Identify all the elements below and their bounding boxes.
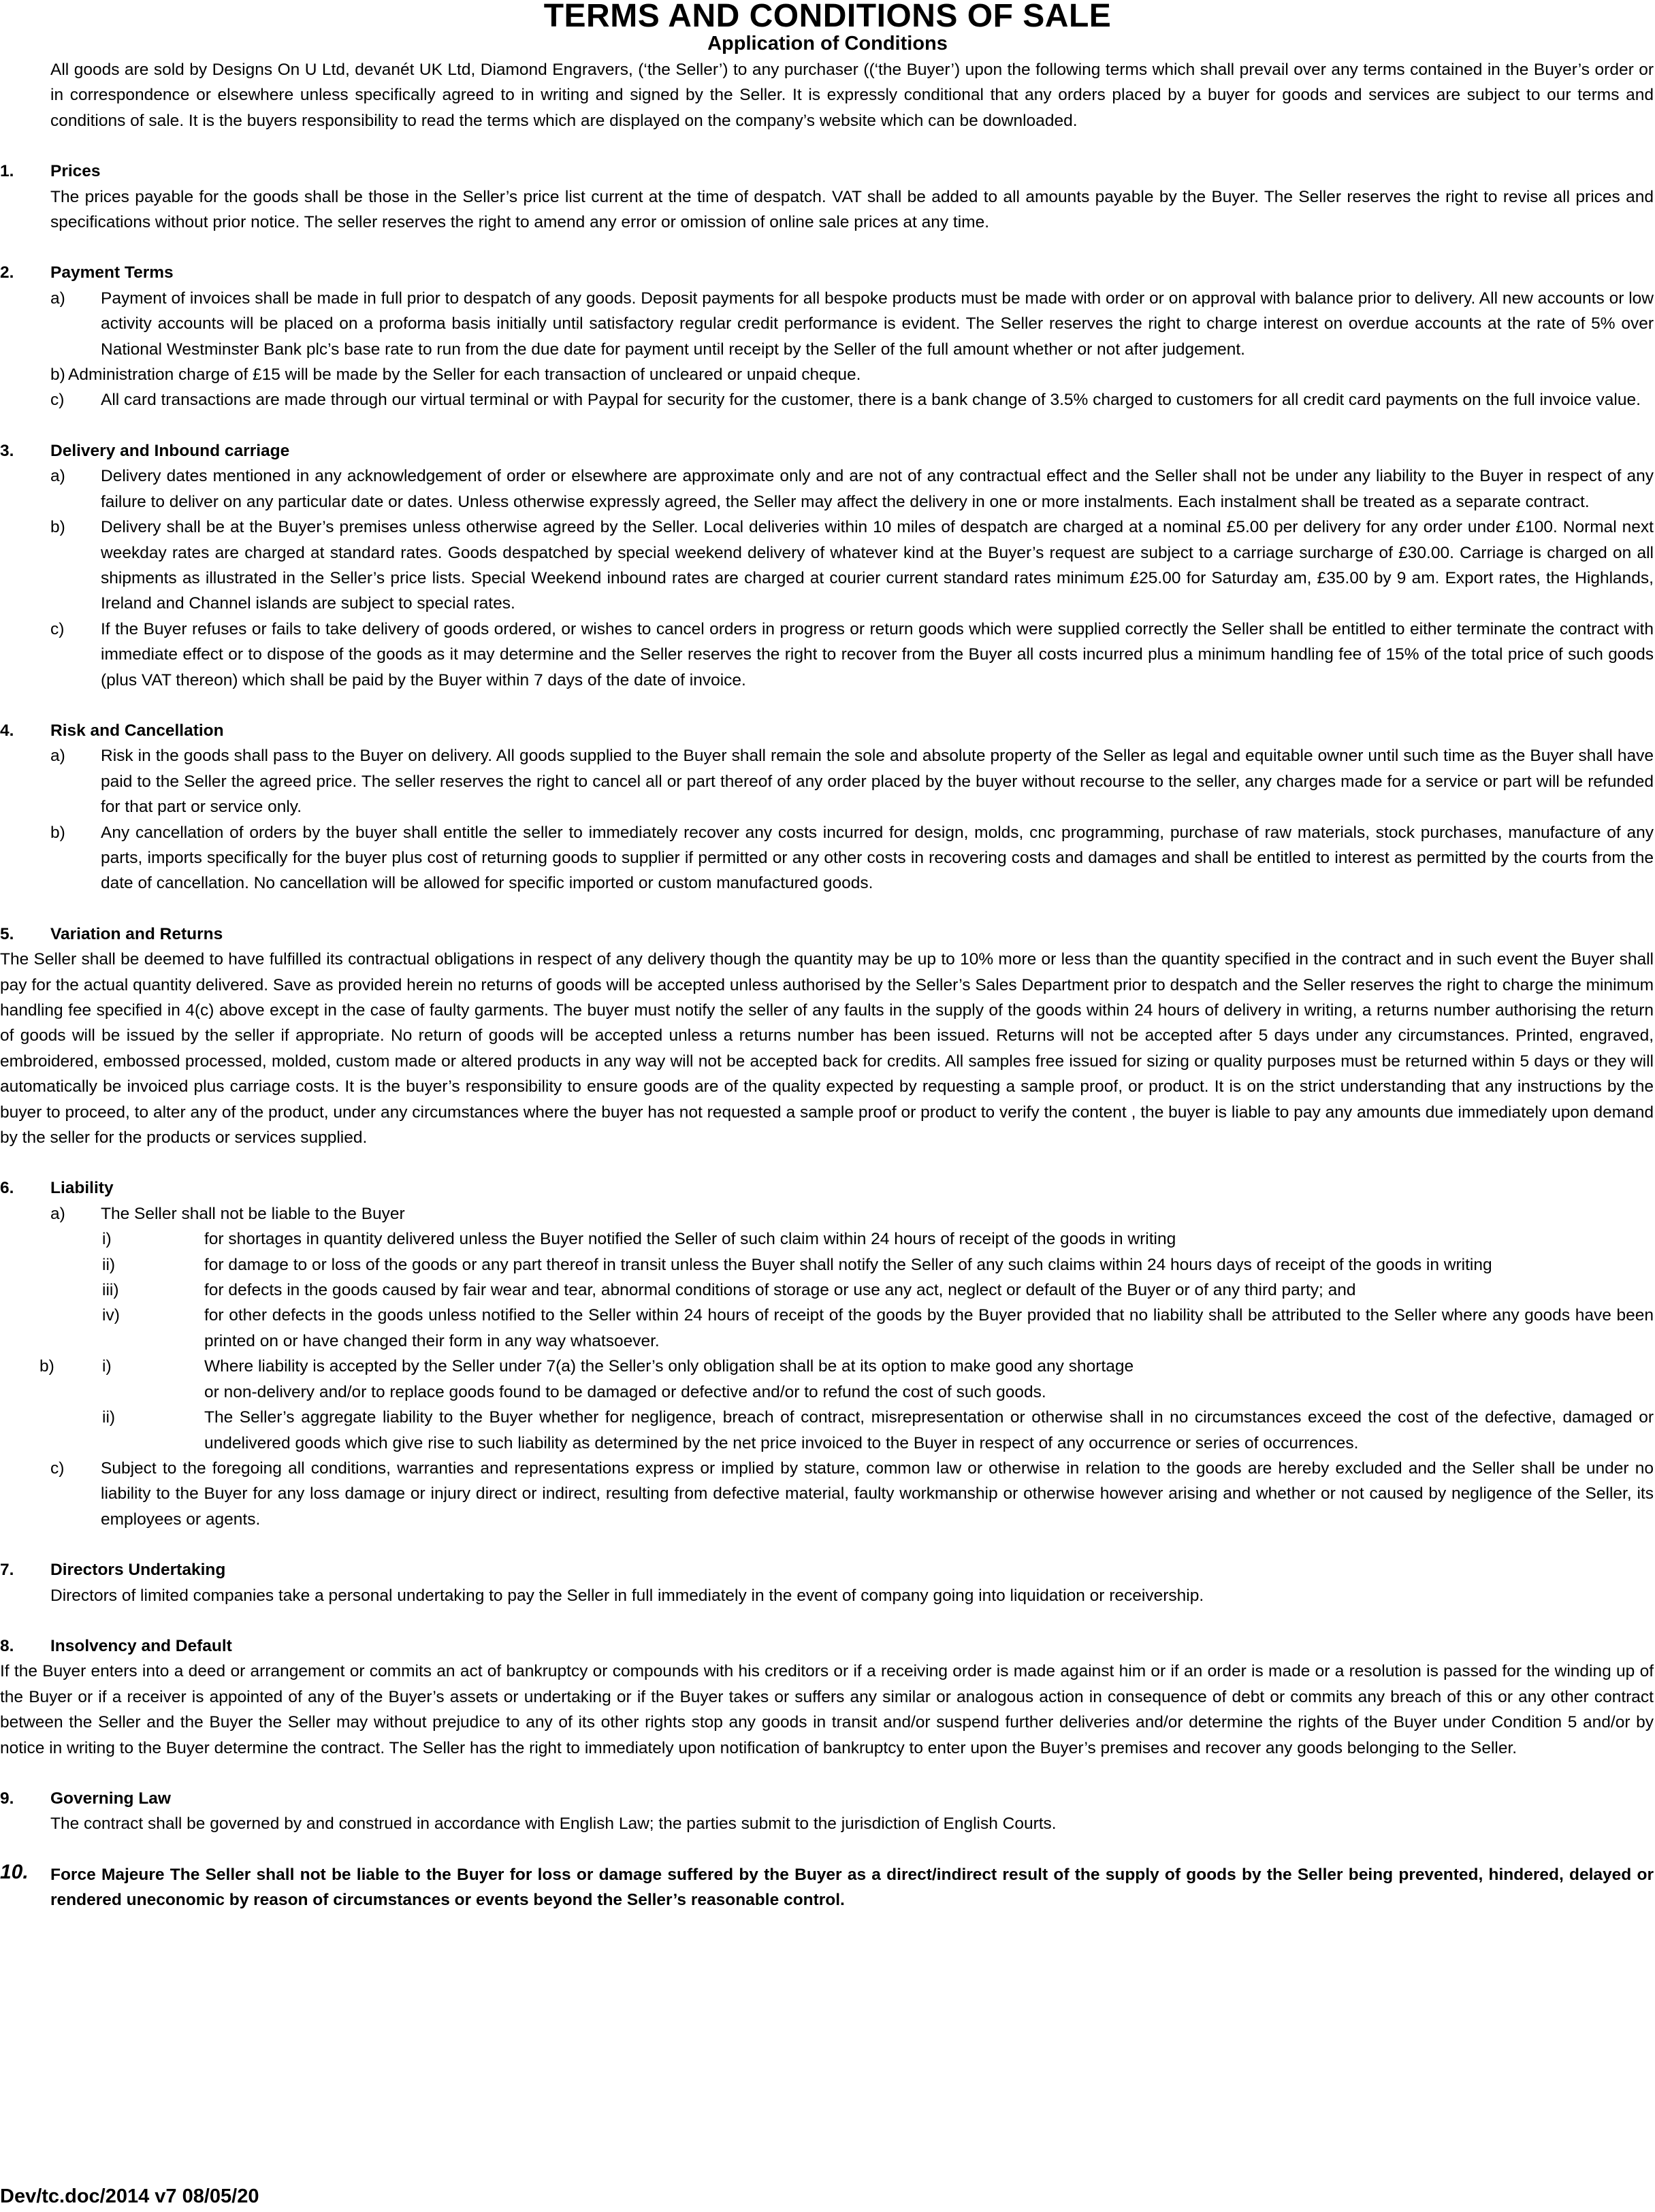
subclause-text: The Seller’s aggregate liability to the Buyer whether for negligence, breach of contract, misrepresentation or otherwise shall in no circumstances exceed the cost of the defective, damaged or undelivered goods which give rise to such liability as determined by the net price invoiced to the Buyer in respect of any occurrence or series of occurrences. bbox=[204, 1408, 1654, 1452]
section-4-clause-b bbox=[50, 820, 1654, 896]
section-9-heading bbox=[0, 1786, 1655, 1811]
section-6-clause-a bbox=[50, 1201, 1654, 1226]
section-2-clause-a bbox=[50, 286, 1654, 362]
terms-body bbox=[0, 57, 1655, 1913]
section-7-heading bbox=[0, 1557, 1655, 1582]
clause-text: Administration charge of £15 will be made by the Seller for each transaction of uncleared or unpaid cheque. bbox=[68, 365, 861, 385]
subclause-text: for shortages in quantity delivered unless the Buyer notified the Seller of such claim within 24 hours of receipt of the goods in writing bbox=[204, 1230, 1176, 1249]
section-8-text: If the Buyer enters into a deed or arrangement or commits an act of bankruptcy or compounds with his creditors or if a receiving order is made against him or if an order is made or a resolution is passed for the winding up of the Buyer or if a receiver is appointed of any of the Buyer’s assets or undertaking or if the Buyer takes or suffers any similar or analogous action in consequence of debt or commits any breach of this or any other contract between the Seller and the Buyer the Seller may without prejudice to any of its other rights stop any goods in transit and/or suspend further deliveries and/or determine the rights of the Buyer under Condition 5 and/or by notice in writing to the Buyer determine the contract. The Seller has the right to immediately upon notification of bankruptcy to enter upon the Buyer’s premises and recover any goods belonging to the Seller. bbox=[0, 1662, 1654, 1757]
clause-label: b) bbox=[50, 823, 65, 842]
clause-text: Risk in the goods shall pass to the Buyer on delivery. All goods supplied to the Buyer shall remain the sole and absolute property of the Seller as legal and equitable owner until such time as the Buyer shall have paid to the Seller the agreed price. The seller reserves the right to cancel all or part thereof of any order placed by the buyer without recourse to the seller, any charges made for a service or part will be refunded for that part or service only. bbox=[101, 747, 1654, 817]
section-number: 9. bbox=[0, 1789, 14, 1808]
subclause-label: ii) bbox=[102, 1408, 116, 1427]
page-title: TERMS AND CONDITIONS OF SALE bbox=[543, 0, 1112, 34]
intro-paragraph: All goods are sold by Designs On U Ltd, devanét UK Ltd, Diamond Engravers, (‘the Seller’) to any purchaser ((‘the Buyer’) upon the following terms which shall prevail over any terms contained in the Buyer’s order or in correspondence or elsewhere unless specifically agreed to in writing and signed by the Seller. It is expressly conditional that any orders placed by a buyer for goods and services are subject to our terms and conditions of sale. It is the buyers responsibility to read the terms which are displayed on the company’s website which can be downloaded. bbox=[50, 61, 1654, 130]
section-6-clause-c bbox=[50, 1456, 1654, 1532]
section-9-text: The contract shall be governed by and construed in accordance with English Law; the parties submit to the jurisdiction of English Courts. bbox=[50, 1815, 1057, 1834]
subclause-label: i) bbox=[102, 1357, 112, 1376]
subclause-label: iii) bbox=[102, 1281, 119, 1300]
clause-text: All card transactions are made through our virtual terminal or with Paypal for security for the customer, there is a bank change of 3.5% charged to customers for all credit card payments on the full invoice value. bbox=[101, 391, 1641, 410]
clause-text: Any cancellation of orders by the buyer shall entitle the seller to immediately recover any costs incurred for design, molds, cnc programming, purchase of raw materials, stock purchases, manufacture of any parts, imports specifically for the buyer plus cost of returning goods to supplier if permitted or any other costs in recovering costs and damages and shall be entitled to interest as permitted by the courts from the date of cancellation. No cancellation will be allowed for specific imported or custom manufactured goods. bbox=[101, 823, 1654, 893]
section-2-clause-b bbox=[50, 362, 1654, 387]
section-6-a-iii bbox=[102, 1278, 1654, 1303]
section-2-clause-c bbox=[50, 387, 1654, 412]
clause-label: a) bbox=[50, 1204, 65, 1223]
section-title: Variation and Returns bbox=[50, 924, 223, 943]
section-3-clause-c bbox=[50, 617, 1654, 693]
section-6-heading bbox=[0, 1175, 1655, 1201]
section-5-heading bbox=[0, 922, 1655, 947]
clause-label: a) bbox=[50, 747, 65, 766]
section-number: 4. bbox=[0, 721, 14, 740]
clause-label: b) bbox=[50, 518, 65, 537]
clause-text: Delivery dates mentioned in any acknowledgement of order or elsewhere are approximate only and are not of any contractual effect and the Seller shall not be under any liability to the Buyer in respect of any failure to deliver on any particular date or dates. Unless otherwise expressly agreed, the Seller may affect the delivery in one or more instalments. Each instalment shall be treated as a separate contract. bbox=[101, 467, 1654, 511]
clause-label: c) bbox=[50, 619, 65, 638]
section-7-text: Directors of limited companies take a personal undertaking to pay the Seller in full immediately in the event of company going into liquidation or receivership. bbox=[50, 1586, 1204, 1605]
section-1-text: The prices payable for the goods shall be those in the Seller’s price list current at the time of despatch. VAT shall be added to all amounts payable by the Buyer. The Seller reserves the right to revise all prices and specifications without prior notice. The seller reserves the right to amend any error or omission of online sale prices at any time. bbox=[50, 187, 1654, 232]
section-title: Delivery and Inbound carriage bbox=[50, 441, 290, 460]
section-number: 7. bbox=[0, 1561, 14, 1580]
section-3-clause-b bbox=[50, 515, 1654, 617]
section-3-heading bbox=[0, 438, 1655, 463]
clause-text: The Seller shall not be liable to the Buyer bbox=[101, 1204, 405, 1223]
page-subtitle: Application of Conditions bbox=[707, 33, 948, 54]
section-number: 5. bbox=[0, 924, 14, 943]
section-title: Insolvency and Default bbox=[50, 1636, 232, 1655]
clause-label: c) bbox=[50, 1459, 65, 1478]
section-6-b-ii bbox=[102, 1405, 1654, 1456]
section-8-heading bbox=[0, 1633, 1655, 1659]
clause-label: b) bbox=[50, 365, 65, 385]
section-5-text: The Seller shall be deemed to have fulfilled its contractual obligations in respect of any delivery though the quantity may be up to 10% more or less than the quantity specified in the contract and in such event the Buyer shall pay for the actual quantity delivered. Save as provided herein no returns of goods will be accepted unless authorised by the Seller’s Sales Department prior to despatch and the Seller reserves the right to charge the minimum handling fee specified in 4(c) above except in the case of faulty garments. The buyer must notify the seller of any faults in the supply of the goods within 24 hours of delivery in writing, a returns number authorising the return of goods will be issued by the seller if appropriate. No return of goods will be accepted unless a returns number has been issued. Returns will not be accepted after 5 days under any circumstances. Printed, engraved, embroidered, embossed processed, molded, custom made or altered products in any way will not be accepted back for credits. All samples free issued for sizing or quality purposes must be returned within 5 days or they will automatically be invoiced plus carriage costs. It is the buyer’s responsibility to ensure goods are of the quality expected by requesting a sample proof, or product. It is on the strict understanding that any instructions by the buyer to proceed, to alter any of the product, under any circumstances where the buyer has not requested a sample proof or product to verify the content , the buyer is liable to pay any amounts due immediately upon demand by the seller for the products or services supplied. bbox=[0, 950, 1654, 1148]
section-title: Payment Terms bbox=[50, 263, 174, 282]
section-title: Liability bbox=[50, 1179, 114, 1198]
section-title: Directors Undertaking bbox=[50, 1561, 226, 1580]
section-6-a-ii bbox=[102, 1252, 1654, 1278]
section-title: Risk and Cancellation bbox=[50, 721, 224, 740]
clause-label: c) bbox=[50, 391, 65, 410]
document-reference: Dev/tc.doc/2014 v7 08/05/20 bbox=[0, 2185, 259, 2207]
section-10-text: Force Majeure The Seller shall not be liable to the Buyer for loss or damage suffered by the Buyer as a direct/indirect result of the supply of goods by the Seller being prevented, hindered, delayed or rendered uneconomic by reason of circumstances or events beyond the Seller’s reasonable control. bbox=[50, 1865, 1654, 1910]
section-title: Prices bbox=[50, 162, 101, 181]
section-number: 8. bbox=[0, 1636, 14, 1655]
section-4-heading bbox=[0, 718, 1655, 743]
clause-text: Delivery shall be at the Buyer’s premises unless otherwise agreed by the Seller. Local deliveries within 10 miles of despatch are charged at a nominal £5.00 per delivery for any order under £100. Normal next weekday rates are charged at standard rates. Goods despatched by special weekend delivery of whatever kind at the Buyer’s request are subject to a carriage surcharge of £30.00. Carriage is charged on all shipments as illustrated in the Seller’s price lists. Special Weekend inbound rates are charged at courier current standard rates minimum £25.00 for Saturday am, £35.00 by 9 am. Export rates, the Highlands, Ireland and Channel islands are subject to special rates. bbox=[101, 518, 1654, 613]
section-6-b-i bbox=[39, 1354, 1654, 1405]
section-number: 2. bbox=[0, 263, 14, 282]
subclause-line: Where liability is accepted by the Seller under 7(a) the Seller’s only obligation shall be at its option to make good any shortage bbox=[204, 1357, 1134, 1376]
section-4-clause-a bbox=[50, 743, 1654, 819]
section-6-a-i bbox=[102, 1226, 1654, 1252]
subclause-label: iv) bbox=[102, 1306, 120, 1325]
subclause-text: for other defects in the goods unless notified to the Seller within 24 hours of receipt of the goods by the Buyer provided that no liability shall be attributed to the Seller where any goods have been printed on or have changed their form in any way whatsoever. bbox=[204, 1306, 1654, 1350]
section-number: 10. bbox=[0, 1860, 29, 1883]
subclause-label: ii) bbox=[102, 1255, 116, 1274]
section-10 bbox=[0, 1860, 1654, 1913]
clause-text: Payment of invoices shall be made in full prior to despatch of any goods. Deposit payments for all bespoke products must be made with order or on approval with balance prior to delivery. All new accounts or low activity accounts will be placed on a proforma basis initially until satisfactory regular credit performance is evident. The Seller reserves the right to charge interest on overdue accounts at the rate of 5% over National Westminster Bank plc’s base rate to run from the due date for payment until receipt by the Seller of the full amount whether or not after judgement. bbox=[101, 289, 1654, 359]
clause-label: b) bbox=[39, 1357, 54, 1376]
subclause-line: or non-delivery and/or to replace goods found to be damaged or defective and/or to refund the cost of such goods. bbox=[204, 1382, 1046, 1401]
section-1-heading bbox=[0, 159, 1655, 184]
clause-text: If the Buyer refuses or fails to take delivery of goods ordered, or wishes to cancel orders in progress or return goods which were supplied correctly the Seller shall be entitled to either terminate the contract with immediate effect or to dispose of the goods as it may determine and the Seller reserves the right to recover from the Buyer all costs incurred plus a minimum handling fee of 15% of the total price of such goods (plus VAT thereon) which shall be paid by the Buyer within 7 days of the date of invoice. bbox=[101, 619, 1654, 689]
section-2-heading bbox=[0, 260, 1655, 285]
subclause-label: i) bbox=[102, 1230, 112, 1249]
clause-label: a) bbox=[50, 289, 65, 308]
section-3-clause-a bbox=[50, 463, 1654, 515]
section-6-a-iv bbox=[102, 1303, 1654, 1354]
section-number: 3. bbox=[0, 441, 14, 460]
section-number: 1. bbox=[0, 162, 14, 181]
clause-label: a) bbox=[50, 467, 65, 486]
subclause-text: for defects in the goods caused by fair wear and tear, abnormal conditions of storage or use any act, neglect or default of the Buyer or of any third party; and bbox=[204, 1281, 1356, 1300]
section-number: 6. bbox=[0, 1179, 14, 1198]
subclause-text: for damage to or loss of the goods or any part thereof in transit unless the Buyer shall notify the Seller of any such claims within 24 hours days of receipt of the goods in writing bbox=[204, 1255, 1492, 1274]
clause-text: Subject to the foregoing all conditions, warranties and representations express or implied by stature, common law or otherwise in relation to the goods are hereby excluded and the Seller shall be under no liability to the Buyer for any loss damage or injury direct or indirect, resulting from defective material, faulty workmanship or otherwise however arising and whether or not caused by negligence of the Seller, its employees or agents. bbox=[101, 1459, 1654, 1529]
section-title: Governing Law bbox=[50, 1789, 171, 1808]
